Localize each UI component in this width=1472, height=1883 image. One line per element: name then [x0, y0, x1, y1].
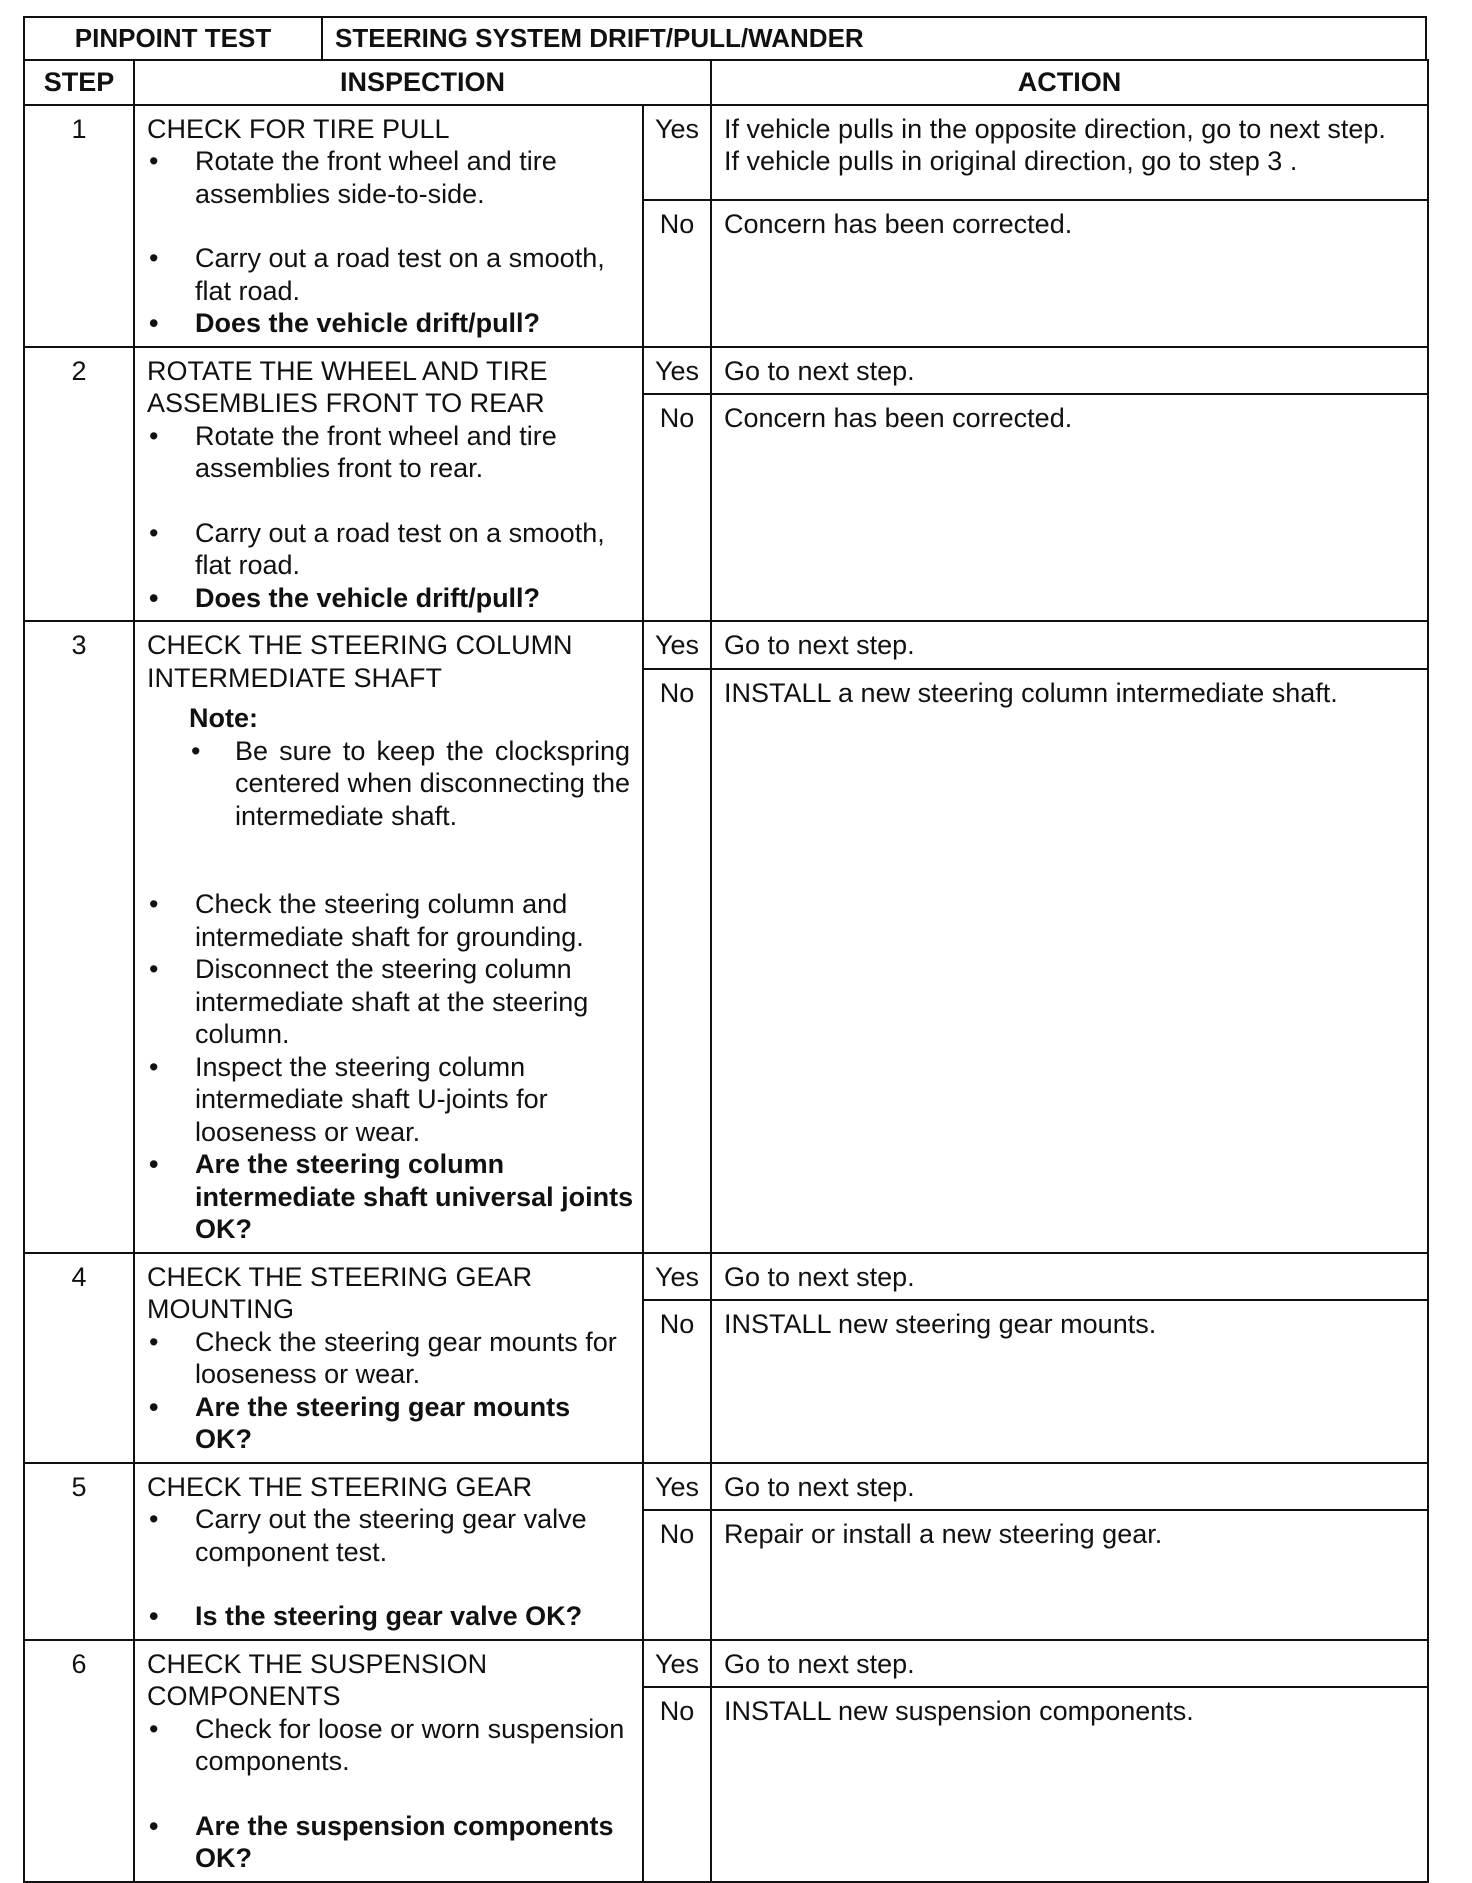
step-row: [24, 347, 1428, 395]
step-title: CHECK THE STEERING GEAR: [147, 1471, 533, 1502]
step-title: CHECK THE SUSPENSION COMPONENTS: [147, 1648, 488, 1711]
inspection-bullet: • Rotate the front wheel and tire assemblies side-to-side.: [147, 145, 634, 210]
no-label: No: [643, 1300, 711, 1463]
step-row: [24, 105, 1428, 200]
inspection-question: • Is the steering gear valve OK?: [147, 1600, 634, 1633]
yes-action: Go to next step.: [711, 347, 1428, 395]
step-number: 6: [24, 1640, 134, 1882]
yes-action: Go to next step.: [711, 621, 1428, 669]
yes-label: Yes: [643, 621, 711, 669]
yes-label: Yes: [643, 1463, 711, 1511]
step-title: CHECK THE STEERING COLUMN INTERMEDIATE SHAFT: [147, 630, 573, 693]
yes-action-line: If vehicle pulls in the opposite direction, go to next step.: [724, 113, 1386, 144]
step-number: 4: [24, 1253, 134, 1463]
no-label: No: [643, 669, 711, 1253]
inspection-column-header: INSPECTION: [134, 60, 711, 105]
pinpoint-test-table: [23, 59, 1429, 1883]
step-number: 5: [24, 1463, 134, 1640]
yes-label: Yes: [643, 347, 711, 395]
inspection-bullet: • Carry out the steering gear valve component test.: [147, 1503, 634, 1568]
note-label: Note:: [189, 703, 258, 733]
inspection-bullet: • Check for loose or worn suspension components.: [147, 1713, 634, 1778]
column-header-row: [24, 60, 1428, 105]
no-action: Concern has been corrected.: [711, 394, 1428, 621]
step-row: [24, 1640, 1428, 1688]
step-title: ROTATE THE WHEEL AND TIRE ASSEMBLIES FRONT TO REAR: [147, 355, 548, 418]
inspection-bullet: • Carry out a road test on a smooth, flat road.: [147, 242, 634, 307]
step-row: [24, 1463, 1428, 1511]
step-row: [24, 621, 1428, 669]
no-action: INSTALL a new steering column intermediate shaft.: [711, 669, 1428, 1253]
yes-label: Yes: [643, 1253, 711, 1301]
yes-action-line: If vehicle pulls in original direction, go to step 3 .: [724, 146, 1298, 176]
no-label: No: [643, 1687, 711, 1882]
yes-label: Yes: [643, 105, 711, 200]
step-title: CHECK THE STEERING GEAR MOUNTING: [147, 1261, 533, 1324]
no-action: Repair or install a new steering gear.: [711, 1510, 1428, 1640]
step-row: [24, 1253, 1428, 1301]
step-column-header: STEP: [24, 60, 134, 105]
note-text: • Be sure to keep the clockspring centered when disconnecting the intermediate shaft.: [189, 735, 634, 833]
inspection-bullet: • Disconnect the steering column intermediate shaft at the steering column.: [147, 953, 634, 1051]
inspection-bullet: • Inspect the steering column intermediate shaft U-joints for looseness or wear.: [147, 1051, 634, 1149]
yes-action: [711, 105, 1428, 200]
no-label: No: [643, 200, 711, 347]
yes-action: Go to next step.: [711, 1640, 1428, 1688]
inspection-question: • Are the steering column intermediate shaft universal joints OK?: [147, 1148, 634, 1246]
pinpoint-test-document: [23, 16, 1427, 1883]
no-label: No: [643, 1510, 711, 1640]
no-action: Concern has been corrected.: [711, 200, 1428, 347]
inspection-cell: [134, 621, 643, 1253]
inspection-cell: [134, 1253, 643, 1463]
yes-action: Go to next step.: [711, 1463, 1428, 1511]
step-number: 2: [24, 347, 134, 622]
yes-label: Yes: [643, 1640, 711, 1688]
step-number: 3: [24, 621, 134, 1253]
no-action: INSTALL new steering gear mounts.: [711, 1300, 1428, 1463]
test-title: STEERING SYSTEM DRIFT/PULL/WANDER: [322, 17, 1426, 60]
inspection-bullet: • Rotate the front wheel and tire assemblies front to rear.: [147, 420, 634, 485]
yes-action: Go to next step.: [711, 1253, 1428, 1301]
inspection-question: • Are the suspension components OK?: [147, 1810, 634, 1875]
inspection-question: • Are the steering gear mounts OK?: [147, 1391, 634, 1456]
inspection-cell: [134, 1463, 643, 1640]
no-action: INSTALL new suspension components.: [711, 1687, 1428, 1882]
inspection-cell: [134, 347, 643, 622]
inspection-bullet: • Check the steering column and intermediate shaft for grounding.: [147, 888, 634, 953]
header-table: [23, 16, 1427, 61]
step-number: 1: [24, 105, 134, 347]
step-title: CHECK FOR TIRE PULL: [147, 113, 450, 144]
inspection-bullet: • Check the steering gear mounts for looseness or wear.: [147, 1326, 634, 1391]
pinpoint-test-label: PINPOINT TEST: [24, 17, 322, 60]
inspection-cell: [134, 1640, 643, 1882]
inspection-question: • Does the vehicle drift/pull?: [147, 307, 634, 340]
no-label: No: [643, 394, 711, 621]
inspection-cell: [134, 105, 643, 347]
inspection-bullet: • Carry out a road test on a smooth, flat road.: [147, 517, 634, 582]
inspection-question: • Does the vehicle drift/pull?: [147, 582, 634, 615]
action-column-header: ACTION: [711, 60, 1428, 105]
note-block: [189, 702, 634, 832]
